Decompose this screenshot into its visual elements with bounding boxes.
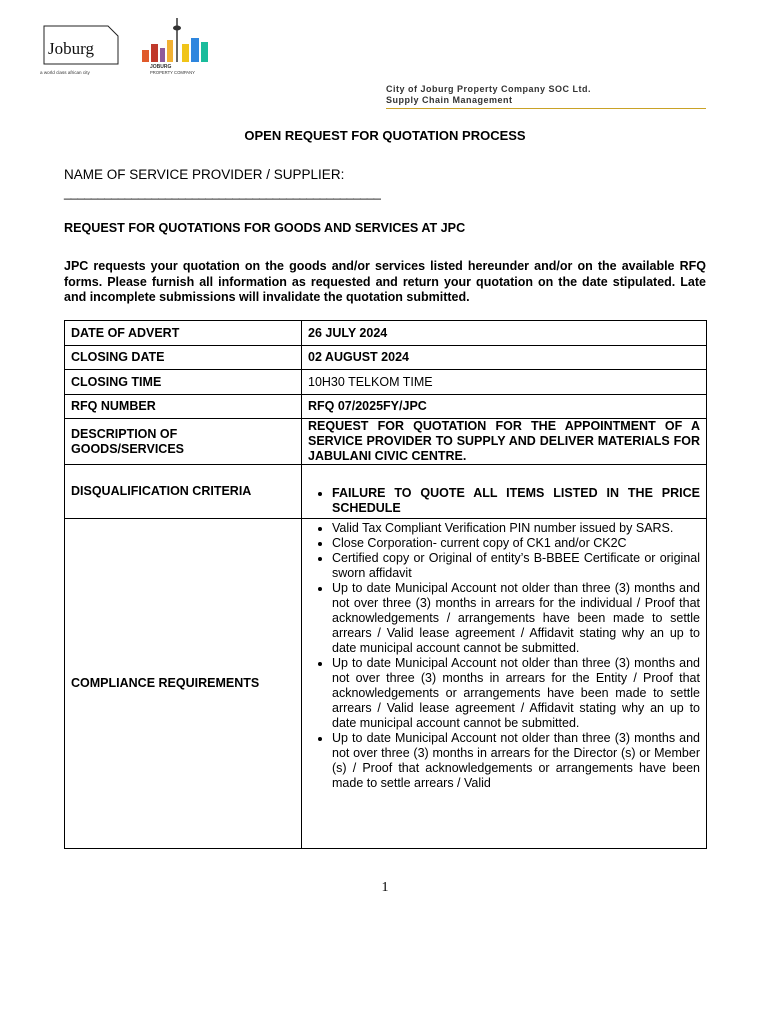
closing-date-label: CLOSING DATE bbox=[65, 346, 302, 370]
table-row bbox=[65, 321, 707, 346]
list-item: • Up to date Municipal Account not older than three (3) months and not over three (3) months in arrears for the Director (s) or Member (s) / Proof that acknowledgements or arrangements have been made to settle arrears / Valid bbox=[332, 731, 700, 791]
page-number: 1 bbox=[381, 880, 389, 895]
supplier-name-line: _______________________________________________ bbox=[64, 185, 381, 200]
disqualification-label: DISQUALIFICATION CRITERIA bbox=[65, 465, 302, 519]
list-item: • Certified copy or Original of entity’s B-BBEE Certificate or original sworn affidavit bbox=[332, 551, 700, 581]
rfq-details-table bbox=[64, 320, 707, 849]
company-header bbox=[386, 84, 591, 106]
table-row bbox=[65, 419, 707, 465]
closing-date-value: 02 AUGUST 2024 bbox=[302, 346, 707, 370]
list-item: • Close Corporation- current copy of CK1 and/or CK2C bbox=[332, 536, 700, 551]
table-row bbox=[65, 370, 707, 395]
table-row bbox=[65, 519, 707, 849]
disqualification-value bbox=[302, 465, 707, 519]
date-of-advert-value: 26 JULY 2024 bbox=[302, 321, 707, 346]
table-row bbox=[65, 346, 707, 370]
description-label-line1: DESCRIPTION OF bbox=[71, 426, 178, 441]
supplier-name-label: NAME OF SERVICE PROVIDER / SUPPLIER: bbox=[64, 167, 345, 182]
joburg-tagline: a world class african city bbox=[40, 70, 90, 75]
list-item: • Valid Tax Compliant Verification PIN number issued by SARS. bbox=[332, 521, 700, 536]
description-value: REQUEST FOR QUOTATION FOR THE APPOINTMENT OF A SERVICE PROVIDER TO SUPPLY AND DELIVER MATERIALS FOR JABULANI CIVIC CENTRE. bbox=[302, 419, 707, 465]
compliance-label: COMPLIANCE REQUIREMENTS bbox=[65, 519, 302, 849]
rfq-number-label: RFQ NUMBER bbox=[65, 395, 302, 419]
compliance-value bbox=[302, 519, 707, 849]
header-rule bbox=[386, 108, 706, 109]
description-label-line2: GOODS/SERVICES bbox=[71, 441, 184, 456]
closing-time-label: CLOSING TIME bbox=[65, 370, 302, 395]
list-item: • FAILURE TO QUOTE ALL ITEMS LISTED IN THE PRICE SCHEDULE bbox=[332, 486, 700, 516]
document-title: OPEN REQUEST FOR QUOTATION PROCESS bbox=[244, 128, 526, 143]
table-row bbox=[65, 465, 707, 519]
description-label bbox=[65, 419, 302, 465]
section-heading: REQUEST FOR QUOTATIONS FOR GOODS AND SERVICES AT JPC bbox=[64, 221, 466, 235]
compliance-list bbox=[308, 521, 700, 791]
joburg-wordmark: Joburg bbox=[48, 39, 94, 58]
joburg-logo bbox=[36, 20, 126, 78]
table-row bbox=[65, 395, 707, 419]
jpc-logo bbox=[140, 14, 220, 76]
list-item: • Up to date Municipal Account not older than three (3) months and not over three (3) months in arrears for the Entity / Proof that acknowledgements or arrangements have been made to settle arrears / Valid lease agreement / Affidavit stating why an up to date municipal account cannot be submitted. bbox=[332, 656, 700, 731]
department-name: Supply Chain Management bbox=[386, 95, 513, 105]
date-of-advert-label: DATE OF ADVERT bbox=[65, 321, 302, 346]
jpc-logo-line2: PROPERTY COMPANY bbox=[150, 70, 195, 75]
list-item: • Up to date Municipal Account not older than three (3) months and not over three (3) months in arrears for the individual / Proof that acknowledgements / arrangements have been made to settle arrears / Valid lease agreement / Affidavit stating why an up to date municipal account cannot be submitted. bbox=[332, 581, 700, 656]
intro-paragraph: JPC requests your quotation on the goods and/or services listed hereunder and/or on the available RFQ forms. Please furnish all information as requested and return your quotation on the date stipulated. Late and incomplete submissions will invalidate the quotation submitted. bbox=[64, 259, 706, 304]
rfq-number-value: RFQ 07/2025FY/JPC bbox=[302, 395, 707, 419]
closing-time-value: 10H30 TELKOM TIME bbox=[302, 370, 707, 395]
company-name: City of Joburg Property Company SOC Ltd. bbox=[386, 84, 592, 94]
jpc-logo-line1: JOBURG bbox=[150, 64, 172, 70]
disqualification-list bbox=[308, 486, 700, 516]
